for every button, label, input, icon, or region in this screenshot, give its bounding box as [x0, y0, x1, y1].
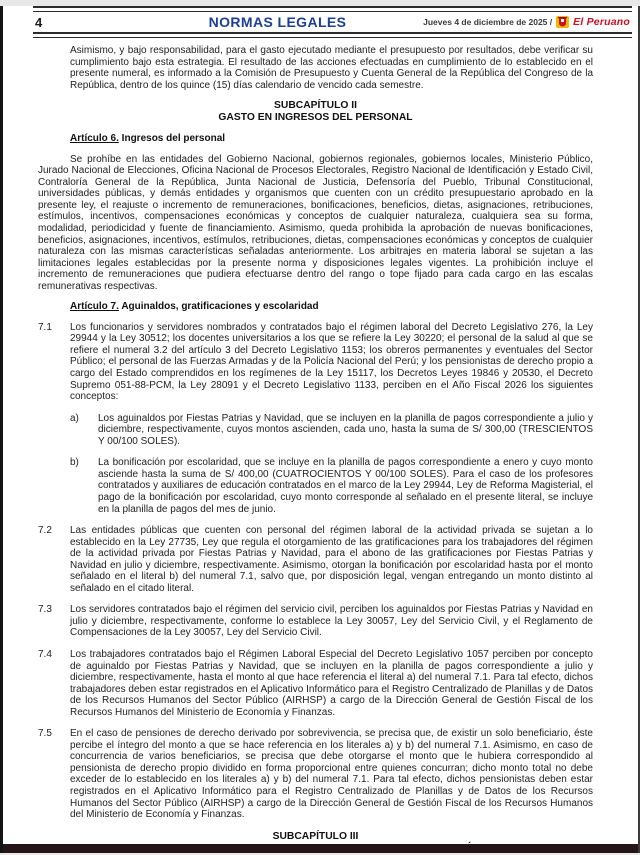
item-number: 7.1: [38, 321, 52, 333]
numbered-item-7-1: [38, 322, 593, 515]
subchapter-3-title: SUBCAPÍTULO III: [272, 830, 359, 842]
item-text: Las entidades públicas que cuenten con personal del régimen laboral de la actividad privada se sujetan a lo establecido en la Ley 27735, Ley que regula el otorgamiento de las gratificaciones para los trabajadores del régimen de la actividad privada por Fiestas Patrias y Navidad, para el abono de las gratificaciones por Fiestas Patrias y Navidad en julio y diciembre, respectivamente. Asimismo, otorgan la bonificación por escolaridad hasta por el monto señalado en el literal b) del numeral 7.1, salvo que, por disposición legal, vengan entregando un monto distinto al señalado en el citado literal.: [70, 525, 593, 594]
numbered-item-7-2: [38, 525, 593, 594]
gazette-page: [0, 6, 640, 853]
lettered-item-b: [70, 457, 593, 515]
page-number: 4: [35, 14, 43, 30]
numbered-item-7-5: [38, 728, 593, 820]
masthead: [33, 6, 632, 38]
numbered-item-7-3: [38, 604, 593, 639]
subchapter-2-heading: [38, 100, 593, 124]
subitem-text: Los aguinaldos por Fiestas Patrias y Navidad, que se incluyen en la planilla de pagos correspondiente a julio y diciembre, respectivamente, cuyos montos ascienden, cada uno, hasta la suma de S/ 300,00 (TRESCIENTOS Y 00/100 SOLES).: [98, 412, 593, 447]
article-6-label: Artículo 6.: [70, 133, 119, 145]
subitem-text: La bonificación por escolaridad, que se incluye en la planilla de pagos correspondiente a enero y cuyo monto asciende hasta la suma de S/ 400,00 (CUATROCIENTOS Y 00/100 SOLES). Para el caso de los profesores contratados y auxiliares de educación contratados en el marco de la Ley 29944, Ley de Reforma Magisterial, el pago de la bonificación por escolaridad, cuyo monto corresponde al señalado en el presente literal, se incluye en la planilla de pagos del mes de junio.: [98, 457, 593, 515]
gazette-title: NORMAS LEGALES: [208, 14, 347, 30]
article-7-heading: [70, 301, 593, 313]
article-6-heading: [70, 133, 593, 145]
item-number: 7.5: [38, 728, 52, 740]
subchapter-2-title: SUBCAPÍTULO II: [274, 100, 357, 112]
numbered-item-7-4: [38, 649, 593, 718]
lettered-item-a: [70, 413, 593, 448]
subchapter-2-subtitle: GASTO EN INGRESOS DEL PERSONAL: [218, 112, 413, 124]
subitem-letter: a): [70, 412, 79, 424]
item-number: 7.3: [38, 604, 52, 616]
item-number: 7.2: [38, 525, 52, 537]
subitem-letter: b): [70, 457, 79, 469]
peru-coat-of-arms-icon: [556, 16, 569, 28]
item-text: Los trabajadores contratados bajo el Régimen Laboral Especial del Decreto Legislativo 1057 perciben por concepto de aguinaldo por Fiestas Patrias y Navidad, que se incluyen en la planilla de pagos correspondiente a julio y diciembre, respectivamente, hasta el monto al que hace referencia el literal a) del numeral 7.1. Para tal efecto, dichos trabajadores deben estar registrados en el Aplicativo Informático para el Registro Centralizado de Planillas y de Datos de los Recursos Humanos del Sector Público (AIRHSP) a cargo de la Dirección General de Gestión Fiscal de los Recursos Humanos del Ministerio de Economía y Finanzas.: [70, 648, 593, 718]
page-bottom-edge: [3, 844, 638, 853]
article-6-title: Ingresos del personal: [118, 133, 226, 145]
article-7-title: Aguinaldos, gratificaciones y escolaridad: [118, 301, 319, 313]
item-number: 7.4: [38, 648, 52, 660]
item-text: Los servidores contratados bajo el régimen del servicio civil, perciben los aguinaldos por Fiestas Patrias y Navidad en julio y diciembre, respectivamente, conforme lo establece la Ley 30057, Ley del Servicio Civil, y el Reglamento de Compensaciones de la Ley 30057, Ley del Servicio Civil.: [70, 604, 593, 639]
article-7-label: Artículo 7.: [70, 301, 119, 313]
date-line: Jueves 4 de diciembre de 2025 /: [423, 17, 553, 27]
brand-el-peruano: El Peruano: [573, 16, 630, 28]
item-text: Los funcionarios y servidores nombrados y contratados bajo el régimen laboral del Decreto Legislativo 276, la Ley 29944 y la Ley 30512; los docentes universitarios a los que se refiere la Ley 30220; el personal de la salud al que se refiere el numeral 3.2 del artículo 3 del Decreto Legislativo 1153; los obreros permanentes y eventuales del Sector Público; el personal de las Fuerzas Armadas y de la Policía Nacional del Perú; y los pensionistas de derecho propio a cargo del Estado comprendidos en los regímenes de la Ley 15117, los Decretos Leyes 19846 y 20530, el Decreto Supremo 051-88-PCM, la Ley 28091 y el Decreto Legislativo 1133, perciben en el Año Fiscal 2026 los siguientes conceptos:: [70, 321, 593, 403]
intro-paragraph: Asimismo, y bajo responsabilidad, para el gasto ejecutado mediante el presupuesto por resultados, debe verificar su cumplimiento bajo esta estrategia. El resultado de las acciones efectuadas en cumplimiento de lo establecido en el presente numeral, es informado a la Comisión de Presupuesto y Cuenta General de la República del Congreso de la República, dentro de los quince (15) días calendario de vencido cada semestre.: [70, 45, 593, 91]
article-6-body: Se prohíbe en las entidades del Gobierno Nacional, gobiernos regionales, gobiernos locales, Ministerio Público, Jurado Nacional de Elecciones, Oficina Nacional de Procesos Electorales, Registro Nacional de Identificación y Estado Civil, Contraloría General de la República, Junta Nacional de Justicia, Defensoría del Pueblo, Tribunal Constitucional, universidades públicas, y demás entidades y organismos que cuenten con un crédito presupuestario aprobado en la presente ley, el reajuste o incremento de remuneraciones, bonificaciones, beneficios, dietas, asignaciones, retribuciones, estímulos, incentivos, compensaciones económicas y conceptos de cualquier naturaleza, cualquiera sea su forma, modalidad, periodicidad y fuente de financiamiento. Asimismo, queda prohibida la aprobación de nuevas bonificaciones, beneficios, asignaciones, incentivos, estímulos, retribuciones, dietas, compensaciones económicas y conceptos de cualquier naturaleza con las mismas características señaladas anteriormente. Los arbitrajes en materia laboral se sujetan a las limitaciones legales establecidas por la presente norma y disposiciones legales vigentes. La prohibición incluye el incremento de remuneraciones que pudiera efectuarse dentro del rango o tope fijado para cada cargo en las escalas remunerativas respectivas.: [38, 153, 593, 292]
item-text: En el caso de pensiones de derecho derivado por sobrevivencia, se precisa que, de existir un solo beneficiario, éste percibe el íntegro del monto a que se hace referencia en los literales a) y b) del numeral 7.1. Asimismo, en caso de concurrencia de varios beneficiarios, se precisa que debe otorgarse el monto que le hubiera correspondido al pensionista de derecho propio dividido en forma proporcional entre quienes concurran; dicho monto total no debe exceder de lo establecido en los literales a) y b) del numeral 7.1. Para tal efecto, dichos pensionistas deben estar registrados en el Aplicativo Informático para el Registro Centralizado de Planillas y de Datos de los Recursos Humanos del Sector Público (AIRHSP) a cargo de la Dirección General de Gestión Fiscal de los Recursos Humanos del Ministerio de Economía y Finanzas.: [70, 728, 593, 821]
article-body: [3, 38, 638, 855]
